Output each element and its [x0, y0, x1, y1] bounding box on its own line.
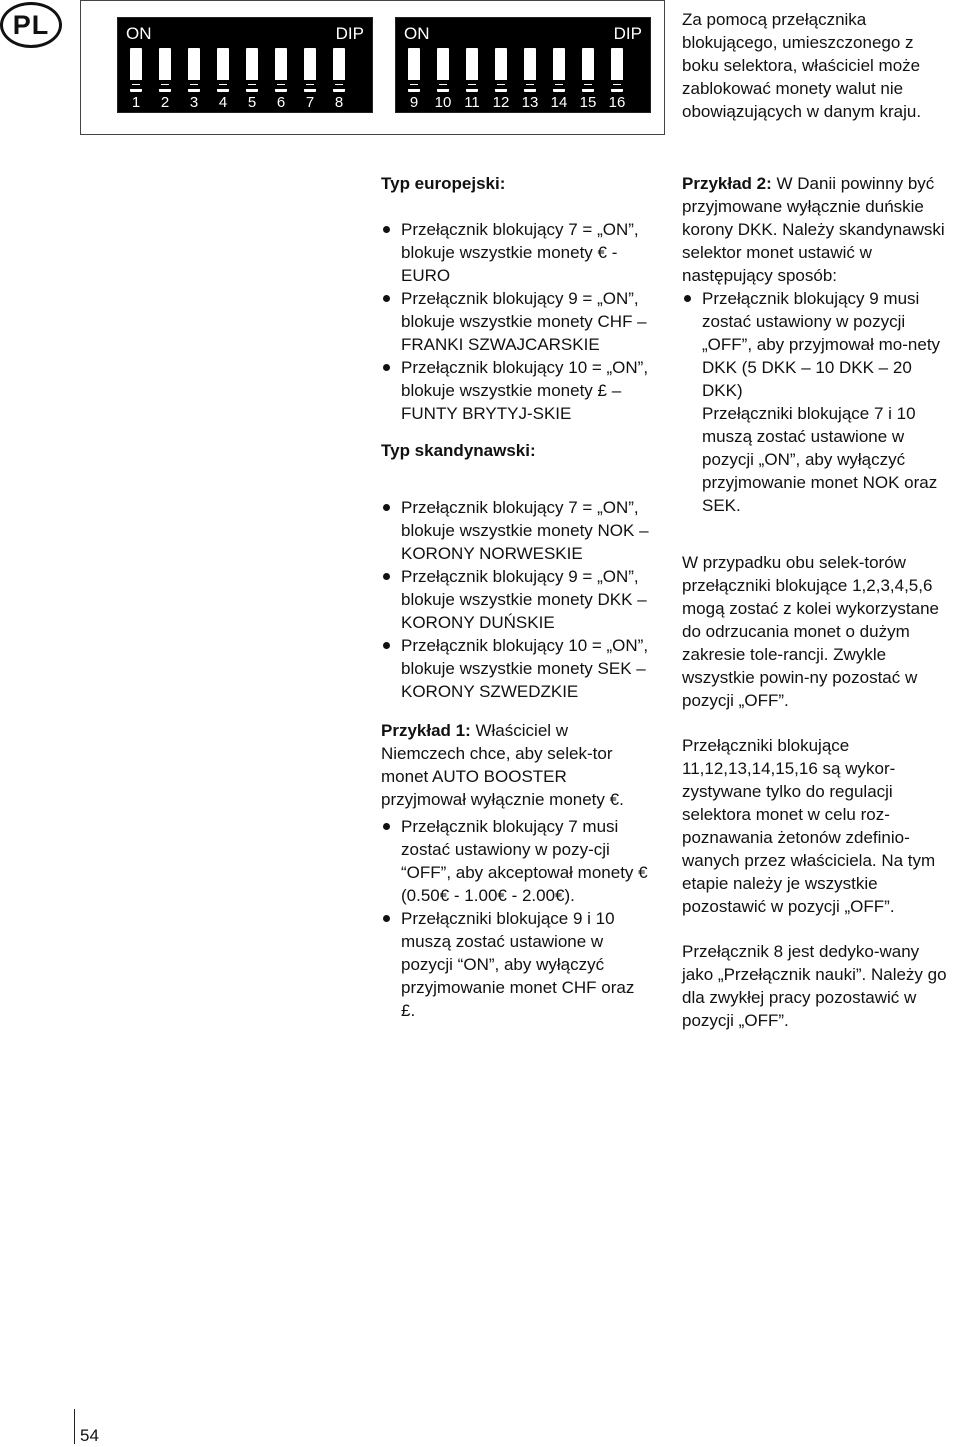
example-2-text: W Danii powinny być przyjmowane wyłącznie duńskie korony DKK. Należy skandynawski selektor monet ustawić w następujący sposób: [682, 174, 945, 285]
list-item: Przełącznik blokujący 7 = „ON”, blokuje wszystkie monety NOK – KORONY NORWESKIE [381, 496, 653, 565]
dip-switch-knob [159, 80, 171, 89]
dip-switch-knob [275, 80, 287, 89]
european-list [381, 218, 653, 425]
dip-switch [217, 48, 229, 92]
dip-switch-knob [611, 80, 623, 89]
dip-switch-number: 5 [247, 94, 257, 111]
example-1 [381, 719, 653, 811]
example-2-list [682, 287, 954, 517]
dip-switch-number: 8 [334, 94, 344, 111]
dip-switch-number: 13 [521, 94, 539, 111]
on-label: ON [126, 24, 152, 43]
dip-switch-knob [333, 80, 345, 89]
dip-switch-knob [130, 80, 142, 89]
example-2-label: Przykład 2: [682, 174, 772, 193]
dip-switch-number: 11 [464, 94, 480, 111]
dip-switch [246, 48, 258, 92]
list-item: Przełącznik blokujący 7 = „ON”, blokuje wszystkie monety € - EURO [381, 218, 653, 287]
example-2 [682, 172, 954, 287]
intro-column [682, 8, 952, 123]
on-label: ON [404, 24, 430, 43]
dip-switch-number: 14 [550, 94, 568, 111]
dip-switch [304, 48, 316, 92]
paragraph-learn-switch: Przełącznik 8 jest dedyko-wany jako „Przełącznik nauki”. Należy go dla zwykłej pracy pozostawić w pozycji „OFF”. [682, 942, 947, 1030]
dip-switch-knob [495, 80, 507, 89]
list-item: Przełącznik blokujący 9 = „ON”, blokuje wszystkie monety DKK – KORONY DUŃSKIE [381, 565, 653, 634]
dip-switch [466, 48, 478, 92]
right-column [682, 172, 954, 1032]
example-1-text: Właściciel w Niemczech chce, aby selek-tor monet AUTO BOOSTER przyjmował wyłącznie monety €. [381, 721, 624, 809]
dip-switch-number: 9 [409, 94, 419, 111]
dip-switch [611, 48, 623, 92]
dip-switch-number: 15 [579, 94, 597, 111]
left-column [381, 172, 653, 1022]
dip-switch [130, 48, 142, 92]
list-item: Przełączniki blokujące 9 i 10 muszą zostać ustawione w pozycji “ON”, aby wyłączyć przyjmowanie monet CHF oraz £. [381, 907, 653, 1022]
language-badge: PL [0, 2, 62, 48]
dip-switch-bank-left [117, 17, 373, 113]
dip-switch [188, 48, 200, 92]
dip-switch-knob [466, 80, 478, 89]
dip-switch-figure [80, 0, 665, 135]
dip-label: DIP [613, 24, 642, 43]
dip-switch-number: 12 [492, 94, 510, 111]
european-heading: Typ europejski: [381, 174, 506, 193]
page-rule [74, 1409, 75, 1444]
dip-switch-number: 6 [276, 94, 286, 111]
dip-switch [437, 48, 449, 92]
example-2-item-continuation: Przełączniki blokujące 7 i 10 muszą zostać ustawione w pozycji „ON”, aby wyłączyć przyjmowanie monet NOK oraz SEK. [702, 404, 938, 515]
scandinavian-list [381, 496, 653, 703]
dip-switch-number: 2 [160, 94, 170, 111]
dip-switch-number: 3 [189, 94, 199, 111]
paragraph-tolerance: W przypadku obu selek-torów przełączniki blokujące 1,2,3,4,5,6 mogą zostać z kolei wykorzystane do odrzucania monet o dużym zakresie tole-rancji. Zwykle wszystkie powin-ny pozostać w pozycji „OFF”. [682, 553, 939, 710]
dip-switch [495, 48, 507, 92]
dip-switch [524, 48, 536, 92]
example-1-label: Przykład 1: [381, 721, 471, 740]
dip-switch [275, 48, 287, 92]
list-item: Przełącznik blokujący 10 = „ON”, blokuje wszystkie monety £ – FUNTY BRYTYJ-SKIE [381, 356, 653, 425]
dip-switch-knob [524, 80, 536, 89]
dip-switch-knob [408, 80, 420, 89]
dip-switch [408, 48, 420, 92]
intro-text: Za pomocą przełącznika blokującego, umieszczonego z boku selektora, właściciel może zablokować monety walut nie obowiązujących w danym kraju. [682, 10, 922, 121]
dip-switch-knob [553, 80, 565, 89]
example-2-item: Przełącznik blokujący 9 musi zostać ustawiony w pozycji „OFF”, aby przyjmował mo-nety DKK (5 DKK – 10 DKK – 20 DKK) [702, 289, 941, 400]
example-1-list [381, 815, 653, 1022]
dip-switch-number: 10 [434, 94, 452, 111]
dip-switch-number: 16 [608, 94, 626, 111]
dip-switch-number: 1 [131, 94, 141, 111]
paragraph-tokens: Przełączniki blokujące 11,12,13,14,15,16 są wykor-zystywane tylko do regulacji selektora monet w celu roz-poznawania żetonów zdefinio-wanych przez właściciela. Na tym etapie należy je wszystkie pozostawić w pozycji „OFF”. [682, 736, 936, 916]
dip-switch-number: 7 [305, 94, 315, 111]
dip-switch-bank-right [395, 17, 651, 113]
list-item: Przełącznik blokujący 10 = „ON”, blokuje wszystkie monety SEK – KORONY SZWEDZKIE [381, 634, 653, 703]
dip-switch [333, 48, 345, 92]
scandinavian-heading: Typ skandynawski: [381, 441, 536, 460]
dip-switch-number: 4 [218, 94, 228, 111]
list-item [682, 287, 954, 517]
dip-switch [159, 48, 171, 92]
dip-switch-knob [217, 80, 229, 89]
dip-switch [582, 48, 594, 92]
list-item: Przełącznik blokujący 9 = „ON”, blokuje wszystkie monety CHF – FRANKI SZWAJCARSKIE [381, 287, 653, 356]
dip-switch-knob [188, 80, 200, 89]
dip-switch-knob [582, 80, 594, 89]
dip-label: DIP [335, 24, 364, 43]
dip-switch [553, 48, 565, 92]
dip-switch-knob [246, 80, 258, 89]
page-number: 54 [80, 1426, 99, 1445]
dip-switch-knob [437, 80, 449, 89]
dip-switch-knob [304, 80, 316, 89]
list-item: Przełącznik blokujący 7 musi zostać ustawiony w pozy-cji “OFF”, aby akceptował monety € (0.50€ - 1.00€ - 2.00€). [381, 815, 653, 907]
